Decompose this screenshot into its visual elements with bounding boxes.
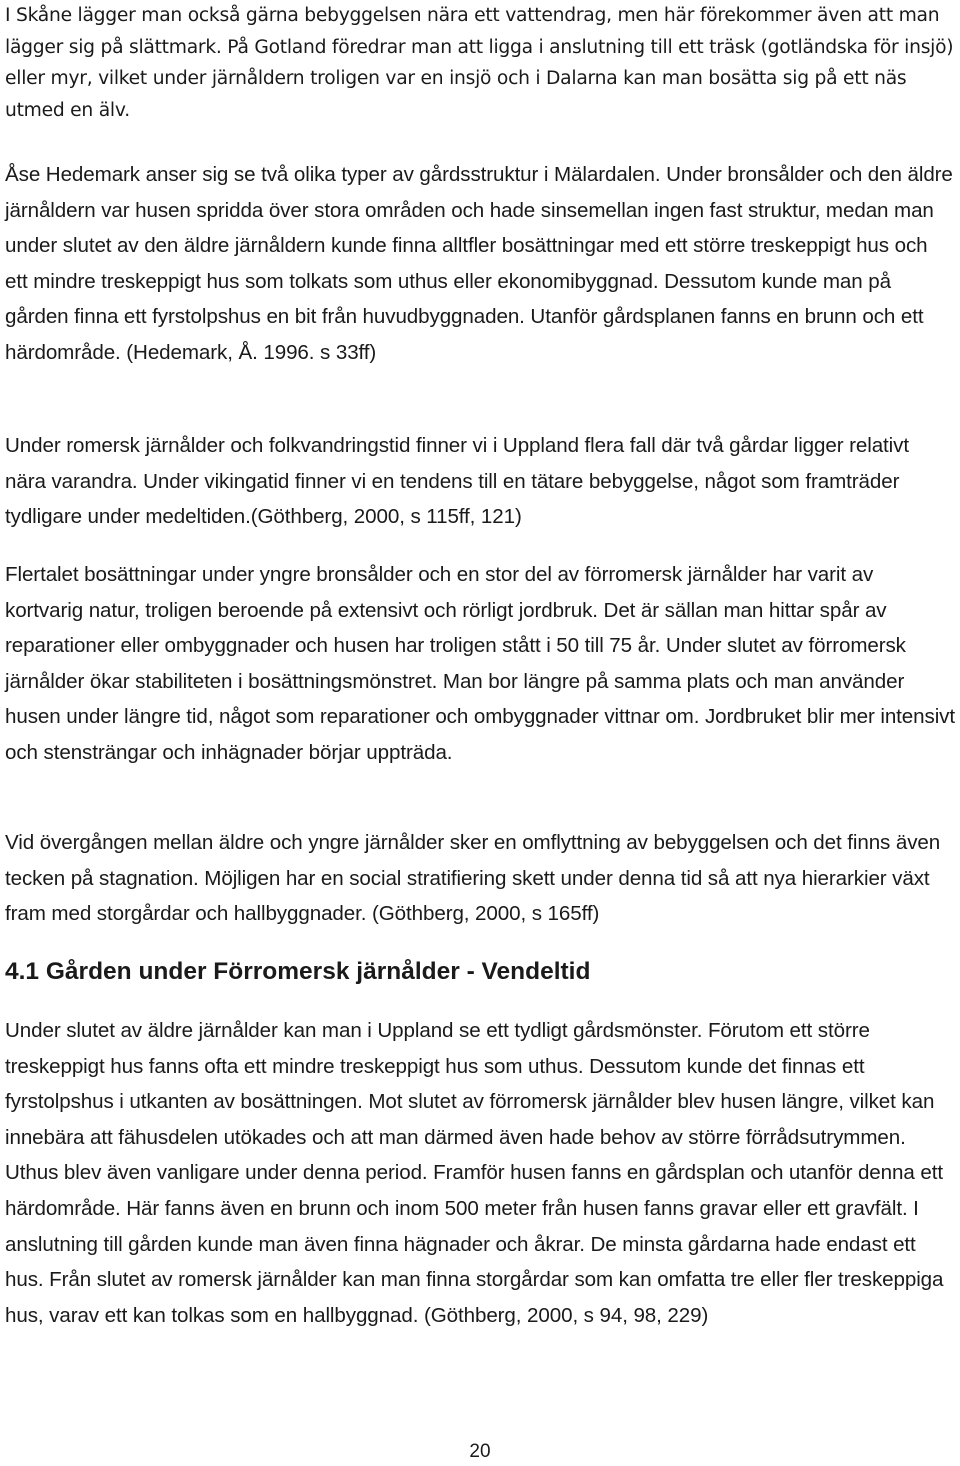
paragraph-gardsmonster: Under slutet av äldre järnålder kan man i Uppland se ett tydligt gårdsmönster. Förutom ett större treskeppigt hus fanns ofta ett mindre treskeppigt hus som uthus. Dessutom kunde det finnas ett fyrstolpshus i utkanten av bosättningen. Mot slutet av förromersk järnålder blev husen längre, vilket kan innebära att fähusdelen utökades och att man därmed även hade behov av större förrådsutrymmen. Uthus blev även vanligare under denna period. Framför husen fanns en gårdsplan och utanför denna ett härdområde. Här fanns även en brunn och inom 500 meter från husen fanns gravar eller ett gravfält. I anslutning till gården kunde man även finna hägnader och åkrar. De minsta gårdarna hade endast ett hus. Från slutet av romersk järnålder kan man finna storgårdar som kan omfatta tre eller fler treskeppiga hus, varav ett kan tolkas som en hallbyggnad. (Göthberg, 2000, s 94, 98, 229) xyxy=(5,1019,944,1327)
paragraph-skane-gotland-dalarna: I Skåne lägger man också gärna bebyggelsen nära ett vattendrag, men här förekommer även att man lägger sig på slättmark. På Gotland föredrar man att ligga i anslutning till ett träsk (gotländska för insjö) eller myr, vilket under järnåldern troligen var en insjö och i Dalarna kan man bosätta sig på ett näs utmed en älv. xyxy=(5,5,954,121)
paragraph-flertalet-bosattningar: Flertalet bosättningar under yngre bronsålder och en stor del av förromersk järnålder har varit av kortvarig natur, troligen beroende på extensivt och rörligt jordbruk. Det är sällan man hittar spår av reparationer eller ombyggnader och husen har troligen stått i 50 till 75 år. Under slutet av förromersk järnålder ökar stabiliteten i bosättningsmönstret. Man bor längre på samma plats och man använder husen under längre tid, något som reparationer och ombyggnader vittnar om. Jordbruket blir mer intensivt och stensträngar och inhägnader börjar uppträda. xyxy=(5,563,956,764)
section-heading: 4.1 Gården under Förromersk järnålder - Vendeltid xyxy=(5,958,591,985)
paragraph-overgangen-jarnalder: Vid övergången mellan äldre och yngre järnålder sker en omflyttning av bebyggelsen och det finns även tecken på stagnation. Möjligen har en social stratifiering skett under denna tid så att nya hierarkier växt fram med storgårdar och hallbyggnader. (Göthberg, 2000, s 165ff) xyxy=(5,831,941,926)
page-number: 20 xyxy=(469,1441,491,1462)
paragraph-hedemark-gardsstruktur: Åse Hedemark anser sig se två olika typer av gårdsstruktur i Mälardalen. Under bronsålder och den äldre järnåldern var husen spridda över stora områden och hade sinsemellan ingen fast struktur, medan man under slutet av den äldre järnåldern kunde finna alltfler bosättningar med ett större treskeppigt hus och ett mindre treskeppigt hus som tolkats som uthus eller ekonomibyggnad. Dessutom kunde man på gården finna ett fyrstolpshus en bit från huvudbyggnaden. Utanför gårdsplanen fanns en brunn och ett härdområde. (Hedemark, Å. 1996. s 33ff) xyxy=(5,163,953,364)
paragraph-romersk-jarnalder: Under romersk järnålder och folkvandringstid finner vi i Uppland flera fall där två gårdar ligger relativt nära varandra. Under vikingatid finner vi en tendens till en tätare bebyggelse, något som framträder tydligare under medeltiden.(Göthberg, 2000, s 115ff, 121) xyxy=(5,434,909,529)
